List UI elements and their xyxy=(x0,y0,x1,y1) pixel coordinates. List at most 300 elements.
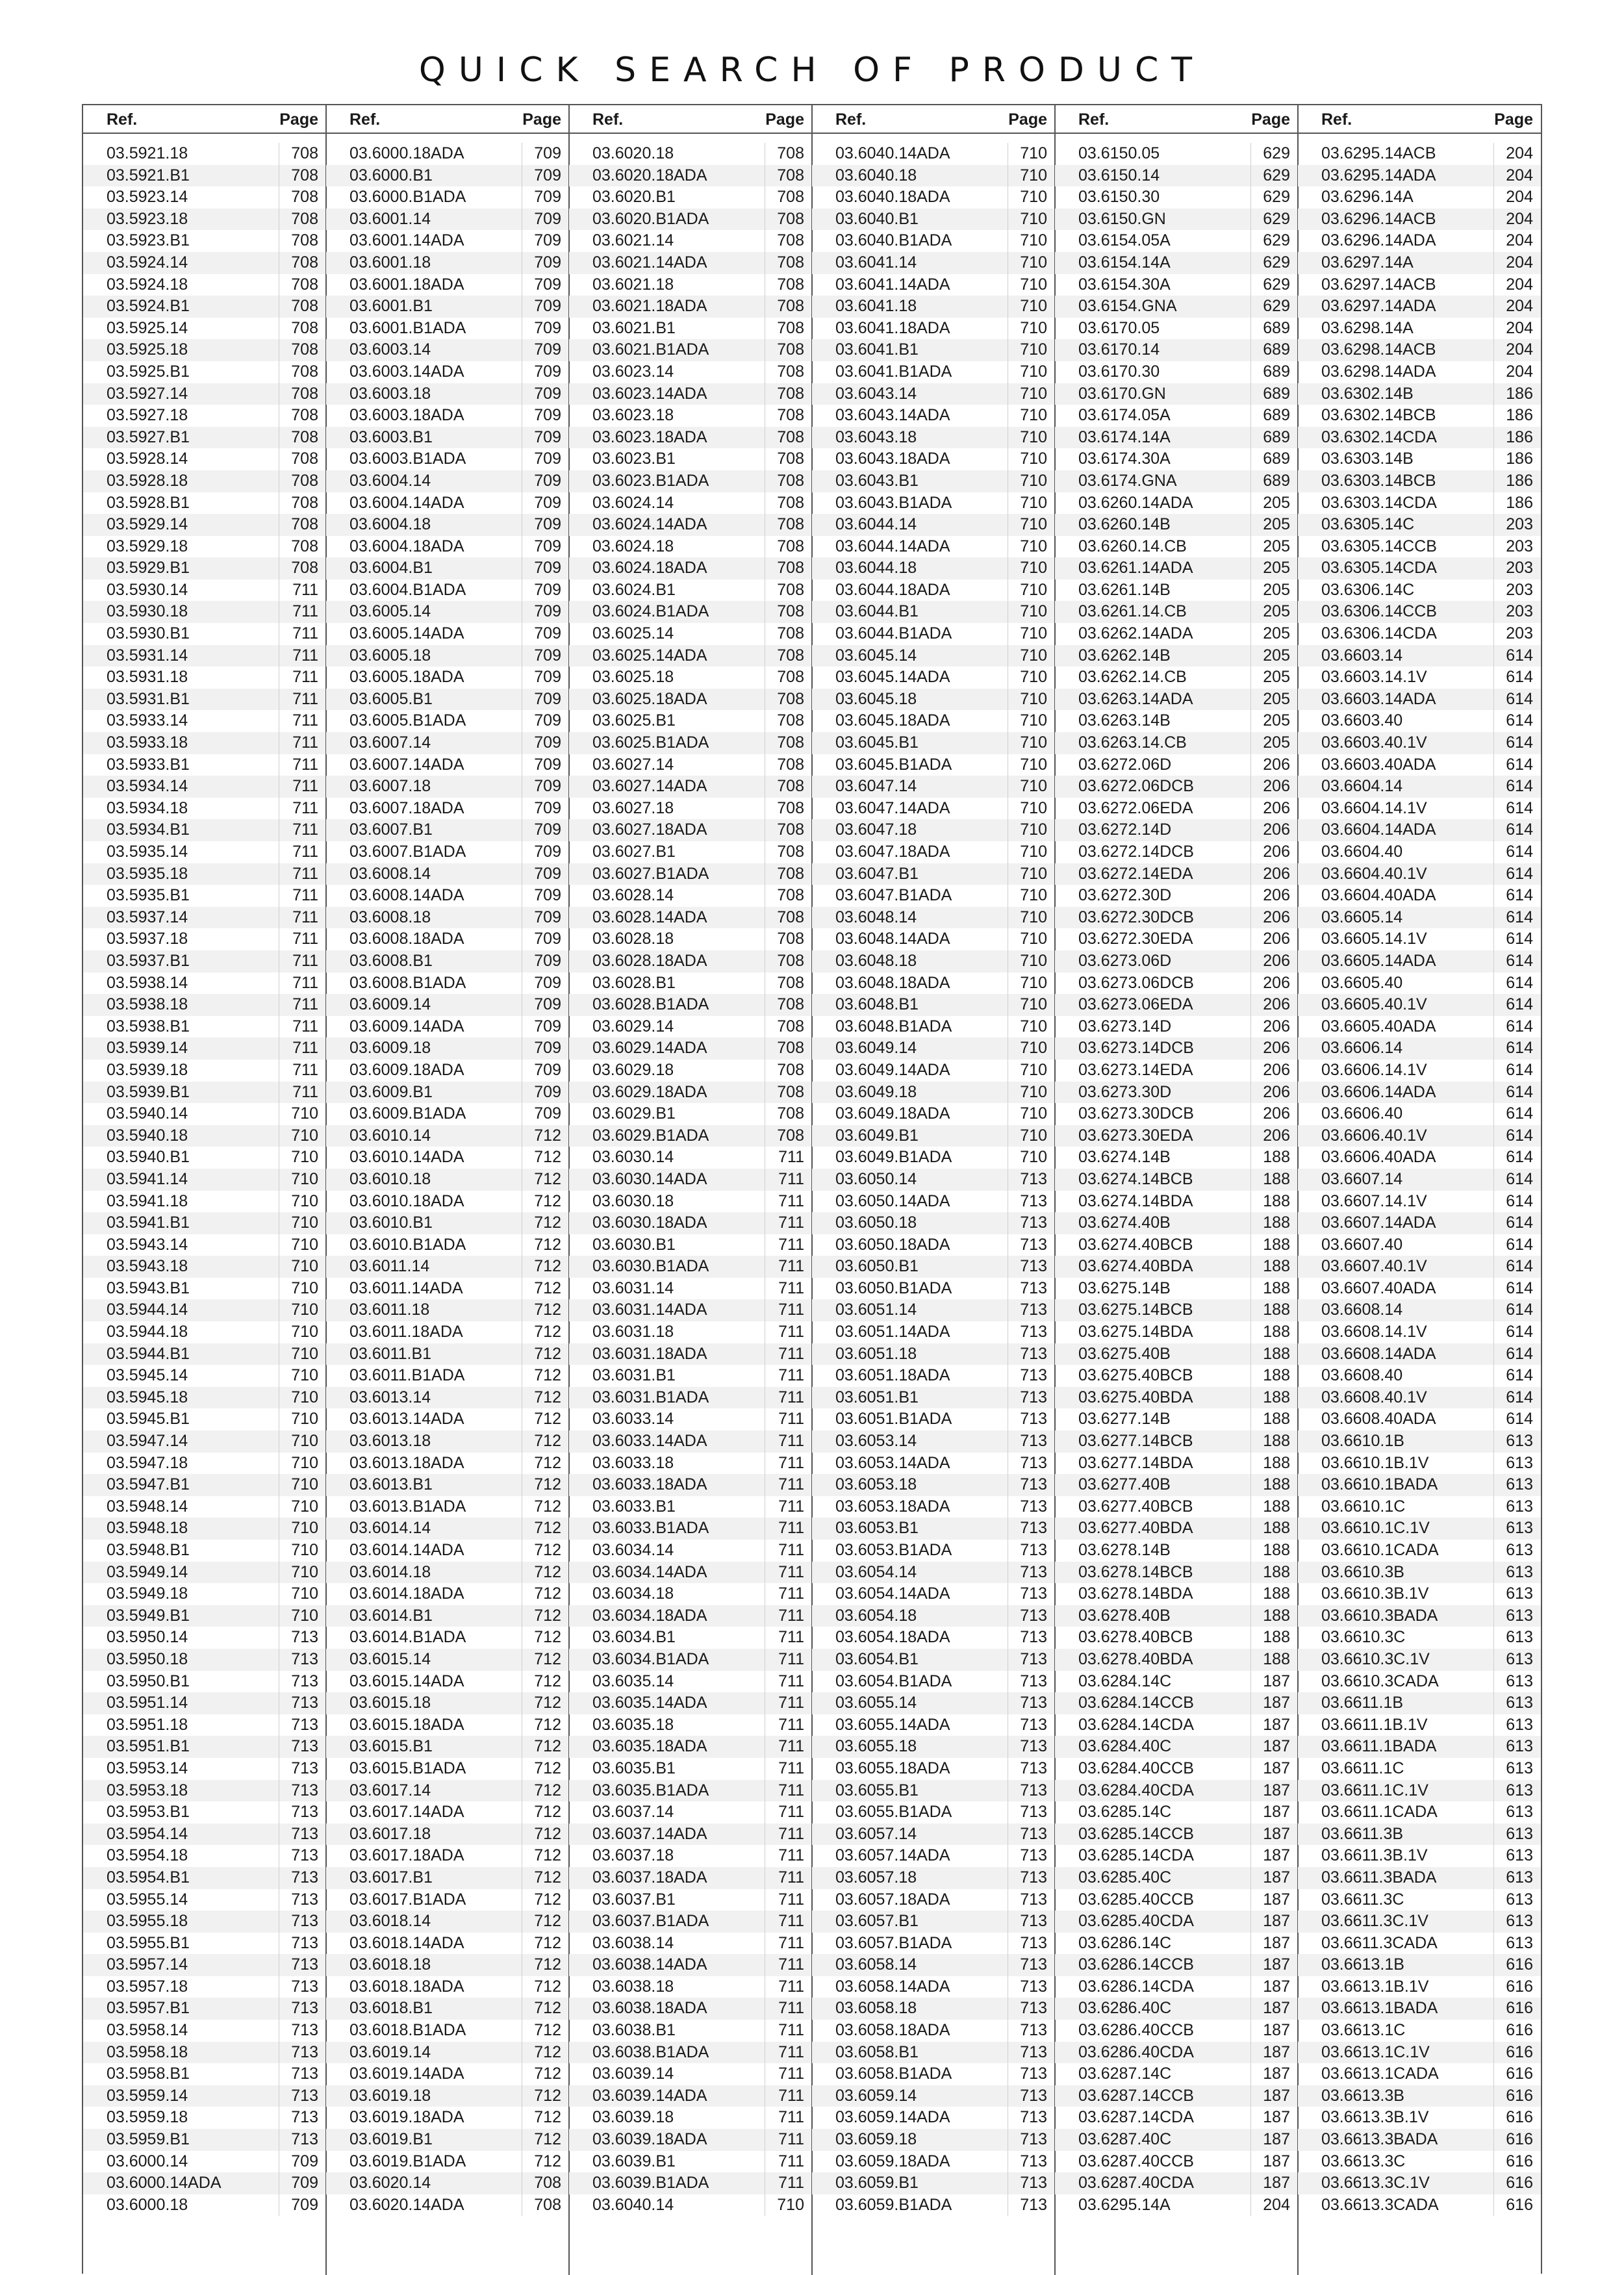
ref-cell: 03.6005.B1ADA xyxy=(349,711,466,730)
ref-cell: 03.6019.18ADA xyxy=(349,2108,464,2127)
page-cell: 613 xyxy=(1493,1540,1533,1562)
ref-cell: 03.6037.B1ADA xyxy=(592,1912,709,1931)
ref-cell: 03.6019.14ADA xyxy=(349,2065,464,2083)
table-row xyxy=(1298,1758,1541,1780)
page-cell: 711 xyxy=(765,1889,804,1911)
ref-cell: 03.6303.14CDA xyxy=(1321,493,1437,512)
page-cell: 710 xyxy=(1008,296,1047,318)
table-row xyxy=(812,143,1055,165)
ref-cell: 03.6285.40CCB xyxy=(1078,1890,1194,1909)
table-row xyxy=(812,2194,1055,2217)
table-row xyxy=(326,1430,569,1453)
table-row xyxy=(83,776,326,798)
ref-cell: 03.6017.18ADA xyxy=(349,1846,464,1865)
table-row xyxy=(1055,1169,1298,1191)
ref-cell: 03.6043.B1ADA xyxy=(835,493,952,512)
table-row xyxy=(83,1321,326,1343)
ref-cell: 03.6284.14CCB xyxy=(1078,1694,1194,1712)
table-row xyxy=(83,2172,326,2194)
ref-cell: 03.6054.B1 xyxy=(835,1649,919,1668)
ref-cell: 03.6050.18ADA xyxy=(835,1235,950,1254)
ref-cell: 03.6035.B1 xyxy=(592,1759,676,1777)
index-column-1 xyxy=(83,105,326,2275)
page-cell: 188 xyxy=(1250,1408,1290,1430)
page-cell: 710 xyxy=(279,1453,318,1475)
table-row xyxy=(326,1736,569,1758)
page-cell: 689 xyxy=(1250,470,1290,492)
page-cell: 709 xyxy=(522,863,561,885)
table-row xyxy=(1298,623,1541,645)
ref-cell: 03.6605.40.1V xyxy=(1321,995,1427,1014)
page-cell: 712 xyxy=(522,1976,561,1998)
table-row xyxy=(83,230,326,252)
table-row xyxy=(1055,492,1298,515)
page-cell: 616 xyxy=(1493,2172,1533,2194)
page-cell: 708 xyxy=(279,230,318,252)
ref-cell: 03.6275.14BDA xyxy=(1078,1323,1193,1341)
ref-cell: 03.6018.B1 xyxy=(349,1999,433,2018)
ref-cell: 03.6610.3BADA xyxy=(1321,1606,1438,1625)
ref-cell: 03.6009.18ADA xyxy=(349,1060,464,1079)
page-cell: 712 xyxy=(522,1933,561,1955)
ref-cell: 03.6023.B1ADA xyxy=(592,471,709,490)
table-row xyxy=(569,383,812,405)
table-row xyxy=(1055,1911,1298,1933)
ref-cell: 03.6611.3B.1V xyxy=(1321,1846,1428,1865)
table-row xyxy=(326,1998,569,2020)
ref-cell: 03.6038.14 xyxy=(592,1933,674,1952)
table-row xyxy=(1298,885,1541,907)
page-cell: 614 xyxy=(1493,1169,1533,1191)
ref-cell: 03.6047.14ADA xyxy=(835,798,950,817)
table-row xyxy=(569,1867,812,1889)
table-row xyxy=(812,819,1055,841)
table-row xyxy=(569,1474,812,1496)
table-row xyxy=(83,1562,326,1584)
table-row xyxy=(569,710,812,732)
ref-cell: 03.6273.30EDA xyxy=(1078,1126,1193,1145)
ref-cell: 03.5924.14 xyxy=(107,253,188,272)
ref-cell: 03.5944.18 xyxy=(107,1323,188,1341)
page-cell: 614 xyxy=(1493,863,1533,885)
page-cell: 708 xyxy=(279,492,318,515)
ref-cell: 03.6053.B1ADA xyxy=(835,1541,952,1559)
page-cell: 710 xyxy=(279,1147,318,1169)
table-row xyxy=(812,885,1055,907)
page-cell: 712 xyxy=(522,1562,561,1584)
page-cell: 187 xyxy=(1250,1801,1290,1824)
page-cell: 614 xyxy=(1493,1234,1533,1256)
table-row xyxy=(812,1387,1055,1409)
ref-cell: 03.5949.18 xyxy=(107,1584,188,1603)
table-row xyxy=(83,1278,326,1300)
table-row xyxy=(1298,209,1541,231)
table-row xyxy=(83,1082,326,1104)
page-cell: 713 xyxy=(279,1867,318,1889)
page-cell: 710 xyxy=(1008,536,1047,558)
page-cell: 613 xyxy=(1493,1671,1533,1693)
table-row xyxy=(812,1474,1055,1496)
ref-cell: 03.6047.B1 xyxy=(835,864,919,883)
ref-cell: 03.6048.18ADA xyxy=(835,973,950,992)
ref-cell: 03.6037.14 xyxy=(592,1803,674,1822)
table-row xyxy=(1298,776,1541,798)
table-row xyxy=(326,1037,569,1060)
page-cell: 613 xyxy=(1493,1889,1533,1911)
table-row xyxy=(1055,143,1298,165)
ref-cell: 03.6013.18ADA xyxy=(349,1453,464,1472)
ref-cell: 03.6049.18 xyxy=(835,1082,917,1101)
ref-cell: 03.5921.B1 xyxy=(107,166,190,184)
page-cell: 614 xyxy=(1493,950,1533,972)
ref-cell: 03.6603.40.1V xyxy=(1321,733,1427,752)
ref-cell: 03.5921.18 xyxy=(107,144,188,162)
page-cell: 629 xyxy=(1250,209,1290,231)
table-row xyxy=(83,2107,326,2129)
ref-cell: 03.6011.18ADA xyxy=(349,1323,463,1341)
table-row xyxy=(83,1016,326,1038)
page-cell: 187 xyxy=(1250,1954,1290,1976)
ref-cell: 03.6021.B1ADA xyxy=(592,340,709,359)
page-cell: 711 xyxy=(765,1976,804,1998)
table-row xyxy=(812,645,1055,667)
page-cell: 203 xyxy=(1493,557,1533,579)
table-row xyxy=(1055,1343,1298,1366)
table-row xyxy=(569,1169,812,1191)
table-row xyxy=(1055,1671,1298,1693)
table-row xyxy=(326,143,569,165)
page-cell: 613 xyxy=(1493,1562,1533,1584)
ref-cell: 03.6037.B1 xyxy=(592,1890,676,1909)
ref-cell: 03.6611.3B xyxy=(1321,1824,1404,1843)
ref-cell: 03.6013.B1ADA xyxy=(349,1497,466,1516)
table-row xyxy=(83,252,326,274)
page-cell: 205 xyxy=(1250,514,1290,536)
table-row xyxy=(569,863,812,885)
table-row xyxy=(326,1824,569,1846)
ref-cell: 03.6287.40CDA xyxy=(1078,2174,1194,2192)
page-cell: 713 xyxy=(279,1889,318,1911)
ref-cell: 03.5938.B1 xyxy=(107,1017,190,1036)
ref-cell: 03.6277.14BCB xyxy=(1078,1432,1193,1451)
page-cell: 710 xyxy=(1008,819,1047,841)
ref-cell: 03.5950.B1 xyxy=(107,1671,190,1690)
page-cell: 708 xyxy=(279,514,318,536)
page-cell: 710 xyxy=(1008,841,1047,863)
page-cell: 187 xyxy=(1250,1780,1290,1802)
table-row xyxy=(1298,907,1541,929)
table-row xyxy=(812,1496,1055,1518)
table-row xyxy=(569,1562,812,1584)
ref-cell: 03.6272.14D xyxy=(1078,820,1172,839)
page-cell: 613 xyxy=(1493,1430,1533,1453)
index-column-2 xyxy=(326,105,569,2275)
page-cell: 188 xyxy=(1250,1518,1290,1540)
ref-cell: 03.5931.B1 xyxy=(107,689,190,708)
page-cell: 711 xyxy=(279,950,318,972)
ref-cell: 03.6027.B1 xyxy=(592,843,676,861)
page-cell: 188 xyxy=(1250,1583,1290,1605)
ref-cell: 03.6051.B1 xyxy=(835,1388,919,1406)
ref-cell: 03.6017.14 xyxy=(349,1781,431,1799)
ref-cell: 03.5958.B1 xyxy=(107,2065,190,2083)
table-row xyxy=(812,907,1055,929)
table-row xyxy=(326,1911,569,1933)
page-cell: 710 xyxy=(1008,186,1047,209)
table-row xyxy=(326,732,569,754)
ref-cell: 03.5934.14 xyxy=(107,777,188,796)
ref-cell: 03.6044.18 xyxy=(835,559,917,578)
ref-cell: 03.5955.14 xyxy=(107,1890,188,1909)
ref-cell: 03.6034.18 xyxy=(592,1584,674,1603)
page-cell: 629 xyxy=(1250,296,1290,318)
ref-cell: 03.6028.14ADA xyxy=(592,908,707,926)
ref-cell: 03.6048.18 xyxy=(835,951,917,970)
table-row xyxy=(326,274,569,296)
page-cell: 204 xyxy=(1493,318,1533,340)
table-row xyxy=(812,1583,1055,1605)
page-cell: 711 xyxy=(279,710,318,732)
table-row xyxy=(1298,950,1541,972)
page-cell: 710 xyxy=(1008,689,1047,711)
table-row xyxy=(569,1976,812,1998)
table-row xyxy=(812,296,1055,318)
page-cell: 712 xyxy=(522,1911,561,1933)
table-row xyxy=(1298,296,1541,318)
page-cell: 711 xyxy=(279,579,318,602)
ref-cell: 03.6610.3C.1V xyxy=(1321,1649,1430,1668)
page-cell: 712 xyxy=(522,1408,561,1430)
ref-cell: 03.6040.14 xyxy=(592,2195,674,2214)
ref-cell: 03.5954.14 xyxy=(107,1824,188,1843)
ref-header: Ref. xyxy=(349,110,381,129)
table-row xyxy=(1055,296,1298,318)
page-header: Page xyxy=(1008,110,1047,129)
table-row xyxy=(569,557,812,579)
page-cell: 613 xyxy=(1493,1780,1533,1802)
page-cell: 710 xyxy=(765,2194,804,2217)
table-row xyxy=(83,1125,326,1147)
table-row xyxy=(326,1060,569,1082)
ref-cell: 03.5925.18 xyxy=(107,340,188,359)
page-cell: 205 xyxy=(1250,623,1290,645)
page-cell: 713 xyxy=(1008,1911,1047,1933)
page-cell: 206 xyxy=(1250,928,1290,950)
table-row xyxy=(1055,1060,1298,1082)
ref-cell: 03.6607.14 xyxy=(1321,1169,1403,1188)
ref-cell: 03.6029.B1ADA xyxy=(592,1126,709,1145)
ref-cell: 03.6044.14ADA xyxy=(835,537,950,555)
ref-cell: 03.6031.18 xyxy=(592,1323,674,1341)
ref-cell: 03.6029.18 xyxy=(592,1060,674,1079)
ref-cell: 03.6048.14ADA xyxy=(835,930,950,948)
table-row xyxy=(83,1845,326,1867)
ref-cell: 03.5944.14 xyxy=(107,1301,188,1319)
page-cell: 710 xyxy=(1008,274,1047,296)
ref-cell: 03.6261.14ADA xyxy=(1078,559,1193,578)
table-row xyxy=(83,1801,326,1824)
table-row xyxy=(569,2151,812,2173)
page-cell: 713 xyxy=(1008,2063,1047,2085)
ref-cell: 03.6055.18ADA xyxy=(835,1759,950,1777)
page-cell: 709 xyxy=(279,2194,318,2217)
table-row xyxy=(83,863,326,885)
page-cell: 629 xyxy=(1250,274,1290,296)
ref-cell: 03.6274.14B xyxy=(1078,1148,1171,1167)
ref-cell: 03.6604.40.1V xyxy=(1321,864,1427,883)
page-cell: 713 xyxy=(279,1911,318,1933)
table-row xyxy=(1298,1321,1541,1343)
ref-cell: 03.6154.14A xyxy=(1078,253,1171,272)
page-cell: 713 xyxy=(279,2042,318,2064)
page-cell: 709 xyxy=(522,645,561,667)
table-row xyxy=(569,972,812,995)
table-row xyxy=(569,1278,812,1300)
ref-cell: 03.5958.18 xyxy=(107,2042,188,2061)
table-row xyxy=(326,1780,569,1802)
page-cell: 629 xyxy=(1250,230,1290,252)
table-row xyxy=(1055,1562,1298,1584)
page-cell: 205 xyxy=(1250,732,1290,754)
ref-cell: 03.6028.B1ADA xyxy=(592,995,709,1014)
page-cell: 629 xyxy=(1250,143,1290,165)
page-cell: 614 xyxy=(1493,1212,1533,1234)
table-row xyxy=(812,776,1055,798)
table-row xyxy=(1055,1801,1298,1824)
ref-cell: 03.6007.14ADA xyxy=(349,755,464,774)
page-cell: 710 xyxy=(1008,798,1047,820)
page-cell: 710 xyxy=(1008,885,1047,907)
table-row xyxy=(812,1060,1055,1082)
table-row xyxy=(1055,1387,1298,1409)
page-cell: 187 xyxy=(1250,1976,1290,1998)
table-row xyxy=(812,2151,1055,2173)
page-cell: 711 xyxy=(279,863,318,885)
ref-cell: 03.6038.14ADA xyxy=(592,1955,707,1974)
page-cell: 713 xyxy=(279,1780,318,1802)
ref-cell: 03.6298.14A xyxy=(1321,318,1414,337)
ref-cell: 03.6009.B1 xyxy=(349,1082,433,1101)
page-cell: 188 xyxy=(1250,1321,1290,1343)
ref-cell: 03.6607.40ADA xyxy=(1321,1278,1436,1297)
ref-cell: 03.6262.14.CB xyxy=(1078,668,1187,687)
ref-cell: 03.6040.18ADA xyxy=(835,188,950,207)
ref-cell: 03.6043.18 xyxy=(835,427,917,446)
page-cell: 710 xyxy=(1008,230,1047,252)
table-row xyxy=(569,1387,812,1409)
page-cell: 711 xyxy=(279,1016,318,1038)
ref-cell: 03.6262.14B xyxy=(1078,646,1171,665)
ref-cell: 03.6274.14BDA xyxy=(1078,1191,1193,1210)
page-cell: 710 xyxy=(1008,383,1047,405)
ref-cell: 03.6007.14 xyxy=(349,733,431,752)
page-cell: 204 xyxy=(1250,2194,1290,2217)
page-cell: 710 xyxy=(1008,252,1047,274)
page-cell: 613 xyxy=(1493,1736,1533,1758)
page-cell: 713 xyxy=(1008,1780,1047,1802)
table-row xyxy=(1055,819,1298,841)
page-cell: 713 xyxy=(1008,1408,1047,1430)
ref-cell: 03.6029.B1 xyxy=(592,1104,676,1123)
ref-cell: 03.6033.18ADA xyxy=(592,1475,707,1494)
ref-cell: 03.6273.06D xyxy=(1078,951,1172,970)
ref-cell: 03.5947.B1 xyxy=(107,1475,190,1494)
table-row xyxy=(326,2085,569,2107)
ref-cell: 03.6013.18 xyxy=(349,1432,431,1451)
table-row xyxy=(1055,1845,1298,1867)
page-cell: 188 xyxy=(1250,1191,1290,1213)
ref-cell: 03.6608.14ADA xyxy=(1321,1344,1436,1363)
table-row xyxy=(569,2172,812,2194)
table-row xyxy=(326,798,569,820)
page-cell: 186 xyxy=(1493,470,1533,492)
page-cell: 711 xyxy=(279,667,318,689)
table-row xyxy=(812,230,1055,252)
table-row xyxy=(326,1147,569,1169)
page-cell: 709 xyxy=(522,557,561,579)
page-cell: 614 xyxy=(1493,1125,1533,1147)
page-cell: 713 xyxy=(1008,1824,1047,1846)
page-cell: 614 xyxy=(1493,841,1533,863)
ref-cell: 03.6048.14 xyxy=(835,908,917,926)
table-row xyxy=(569,1453,812,1475)
ref-cell: 03.5930.B1 xyxy=(107,624,190,643)
page-cell: 710 xyxy=(1008,143,1047,165)
table-row xyxy=(1298,1801,1541,1824)
table-row xyxy=(812,2129,1055,2151)
ref-cell: 03.5954.B1 xyxy=(107,1868,190,1887)
ref-cell: 03.6150.GN xyxy=(1078,209,1166,228)
page-cell: 712 xyxy=(522,1234,561,1256)
page-cell: 709 xyxy=(522,1016,561,1038)
ref-cell: 03.6028.14 xyxy=(592,886,674,905)
page-cell: 709 xyxy=(522,1103,561,1125)
page-cell: 709 xyxy=(522,230,561,252)
table-row xyxy=(1298,165,1541,187)
ref-cell: 03.5955.18 xyxy=(107,1912,188,1931)
table-row xyxy=(83,885,326,907)
table-row xyxy=(569,907,812,929)
page-cell: 708 xyxy=(765,732,804,754)
table-row xyxy=(812,1998,1055,2020)
ref-cell: 03.6150.14 xyxy=(1078,166,1160,184)
page-cell: 206 xyxy=(1250,1125,1290,1147)
ref-cell: 03.6023.B1 xyxy=(592,450,676,468)
page-cell: 710 xyxy=(1008,1037,1047,1060)
ref-cell: 03.6018.18 xyxy=(349,1955,431,1974)
page-cell: 713 xyxy=(1008,2129,1047,2151)
table-row xyxy=(83,1496,326,1518)
page-cell: 711 xyxy=(765,1736,804,1758)
table-row xyxy=(1055,186,1298,209)
ref-cell: 03.5953.18 xyxy=(107,1781,188,1799)
page-cell: 713 xyxy=(1008,1583,1047,1605)
page-cell: 711 xyxy=(765,1540,804,1562)
page-cell: 709 xyxy=(522,841,561,863)
table-row xyxy=(83,2151,326,2173)
table-row xyxy=(326,1954,569,1976)
page-cell: 188 xyxy=(1250,1278,1290,1300)
page-cell: 710 xyxy=(1008,645,1047,667)
ref-cell: 03.6000.14ADA xyxy=(107,2174,222,2192)
ref-cell: 03.5941.B1 xyxy=(107,1214,190,1232)
page-cell: 713 xyxy=(279,1998,318,2020)
ref-cell: 03.6275.40B xyxy=(1078,1344,1171,1363)
ref-cell: 03.6010.14ADA xyxy=(349,1148,464,1167)
ref-cell: 03.5944.B1 xyxy=(107,1344,190,1363)
table-row xyxy=(326,907,569,929)
table-row xyxy=(812,557,1055,579)
